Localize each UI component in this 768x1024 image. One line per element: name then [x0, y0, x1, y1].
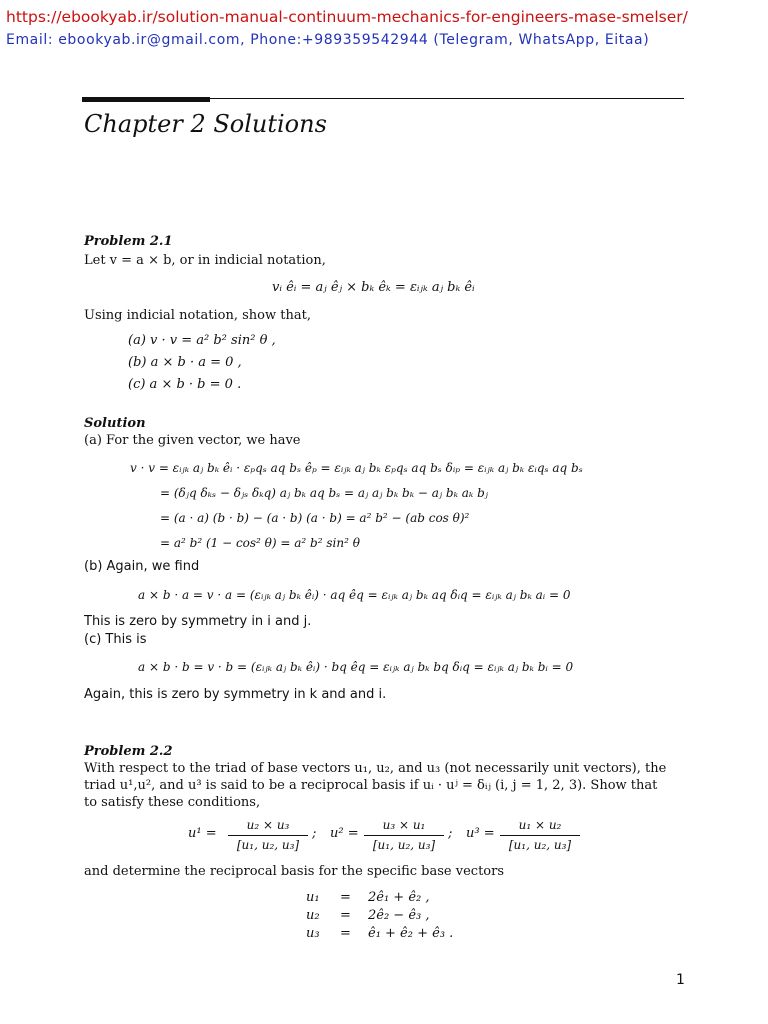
problem-2-1-part-a: (a) v · v = a² b² sin² θ ,: [128, 333, 276, 348]
recip-1-lhs: u¹ =: [188, 826, 217, 841]
problem-2-2-text-line: to satisfy these conditions,: [84, 795, 261, 810]
base-2-rhs: 2ê₂ − ê₃ ,: [368, 908, 430, 923]
chapter-title: Chapter 2 Solutions: [84, 110, 327, 138]
solution-b-intro: (b) Again, we find: [84, 559, 200, 574]
problem-2-1-part-c: (c) a × b · b = 0 .: [128, 377, 242, 392]
base-2-lhs: u₂: [306, 908, 320, 923]
problem-2-1-part-b: (b) a × b · a = 0 ,: [128, 355, 242, 370]
recip-2-lhs: u² =: [330, 826, 359, 841]
solution-b-equation: a × b · a = v · a = (εᵢⱼₖ aⱼ bₖ êᵢ) · aq êq = εᵢⱼₖ aⱼ bₖ aq δᵢq = εᵢⱼₖ aⱼ bₖ aᵢ = 0: [138, 588, 571, 602]
recip-3-lhs: u³ =: [466, 826, 495, 841]
solution-c-equation: a × b · b = v · b = (εᵢⱼₖ aⱼ bₖ êᵢ) · bq êq = εᵢⱼₖ aⱼ bₖ bq δᵢq = εᵢⱼₖ aⱼ bₖ bᵢ = 0: [138, 660, 574, 674]
solution-a-line-3: = (a · a) (b · b) − (a · b) (a · b) = a² b² − (ab cos θ)²: [160, 511, 470, 525]
problem-2-1-intro: Let v = a × b, or in indicial notation,: [84, 253, 326, 268]
solution-b-note: This is zero by symmetry in i and j.: [84, 614, 312, 629]
base-1-lhs: u₁: [306, 890, 320, 905]
separator-semicolon: ;: [448, 826, 453, 841]
header-url-link[interactable]: https://ebookyab.ir/solution-manual-continuum-mechanics-for-engineers-mase-smelser/: [6, 8, 688, 26]
chapter-rule-accent: [82, 97, 210, 102]
recip-1-fraction-bar: [228, 835, 308, 836]
separator-semicolon: ;: [312, 826, 317, 841]
base-3-lhs: u₃: [306, 926, 320, 941]
recip-3-fraction-bar: [500, 835, 580, 836]
solution-a-line-2: = (δⱼq δₖₛ − δⱼₛ δₖq) aⱼ bₖ aq bₛ = aⱼ aⱼ bₖ bₖ − aⱼ bₖ aₖ bⱼ: [160, 486, 488, 500]
base-equals: =: [340, 926, 351, 941]
recip-2-denominator: [u₁, u₂, u₃]: [372, 838, 436, 852]
problem-2-1-heading: Problem 2.1: [84, 234, 173, 249]
solution-a-line-4: = a² b² (1 − cos² θ) = a² b² sin² θ: [160, 536, 360, 550]
solution-a-line-1: v · v = εᵢⱼₖ aⱼ bₖ êᵢ · εₚqₛ aq bₛ êₚ = εᵢⱼₖ aⱼ bₖ εₚqₛ aq bₛ δᵢₚ = εᵢⱼₖ aⱼ bₖ εᵢqₛ aq bₛ: [130, 461, 583, 475]
recip-1-numerator: u₂ × u₃: [246, 818, 290, 832]
problem-2-1-equation: vᵢ êᵢ = aⱼ êⱼ × bₖ êₖ = εᵢⱼₖ aⱼ bₖ êᵢ: [272, 280, 475, 295]
problem-2-2-heading: Problem 2.2: [84, 744, 173, 759]
problem-2-2-text-line: With respect to the triad of base vectors u₁, u₂, and u₃ (not necessarily unit vectors), the: [84, 761, 667, 776]
page-number: 1: [676, 972, 685, 988]
problem-2-2-after-text: and determine the reciprocal basis for the specific base vectors: [84, 864, 505, 879]
base-equals: =: [340, 890, 351, 905]
solution-a-intro: (a) For the given vector, we have: [84, 433, 301, 448]
solution-c-intro: (c) This is: [84, 632, 147, 647]
recip-2-fraction-bar: [364, 835, 444, 836]
solution-heading: Solution: [84, 416, 146, 431]
recip-2-numerator: u₃ × u₁: [382, 818, 426, 832]
recip-3-denominator: [u₁, u₂, u₃]: [508, 838, 572, 852]
header-contact-line: Email: ebookyab.ir@gmail.com, Phone:+989359542944 (Telegram, WhatsApp, Eitaa): [6, 32, 650, 48]
problem-2-1-instruction: Using indicial notation, show that,: [84, 308, 311, 323]
base-3-rhs: ê₁ + ê₂ + ê₃ .: [368, 926, 454, 941]
base-equals: =: [340, 908, 351, 923]
problem-2-2-text-line: triad u¹,u², and u³ is said to be a reciprocal basis if uᵢ · uʲ = δᵢⱼ (i, j = 1, 2, 3). Show that: [84, 778, 658, 793]
base-1-rhs: 2ê₁ + ê₂ ,: [368, 890, 430, 905]
recip-3-numerator: u₁ × u₂: [518, 818, 562, 832]
solution-c-note: Again, this is zero by symmetry in k and and i.: [84, 687, 387, 702]
recip-1-denominator: [u₁, u₂, u₃]: [236, 838, 300, 852]
